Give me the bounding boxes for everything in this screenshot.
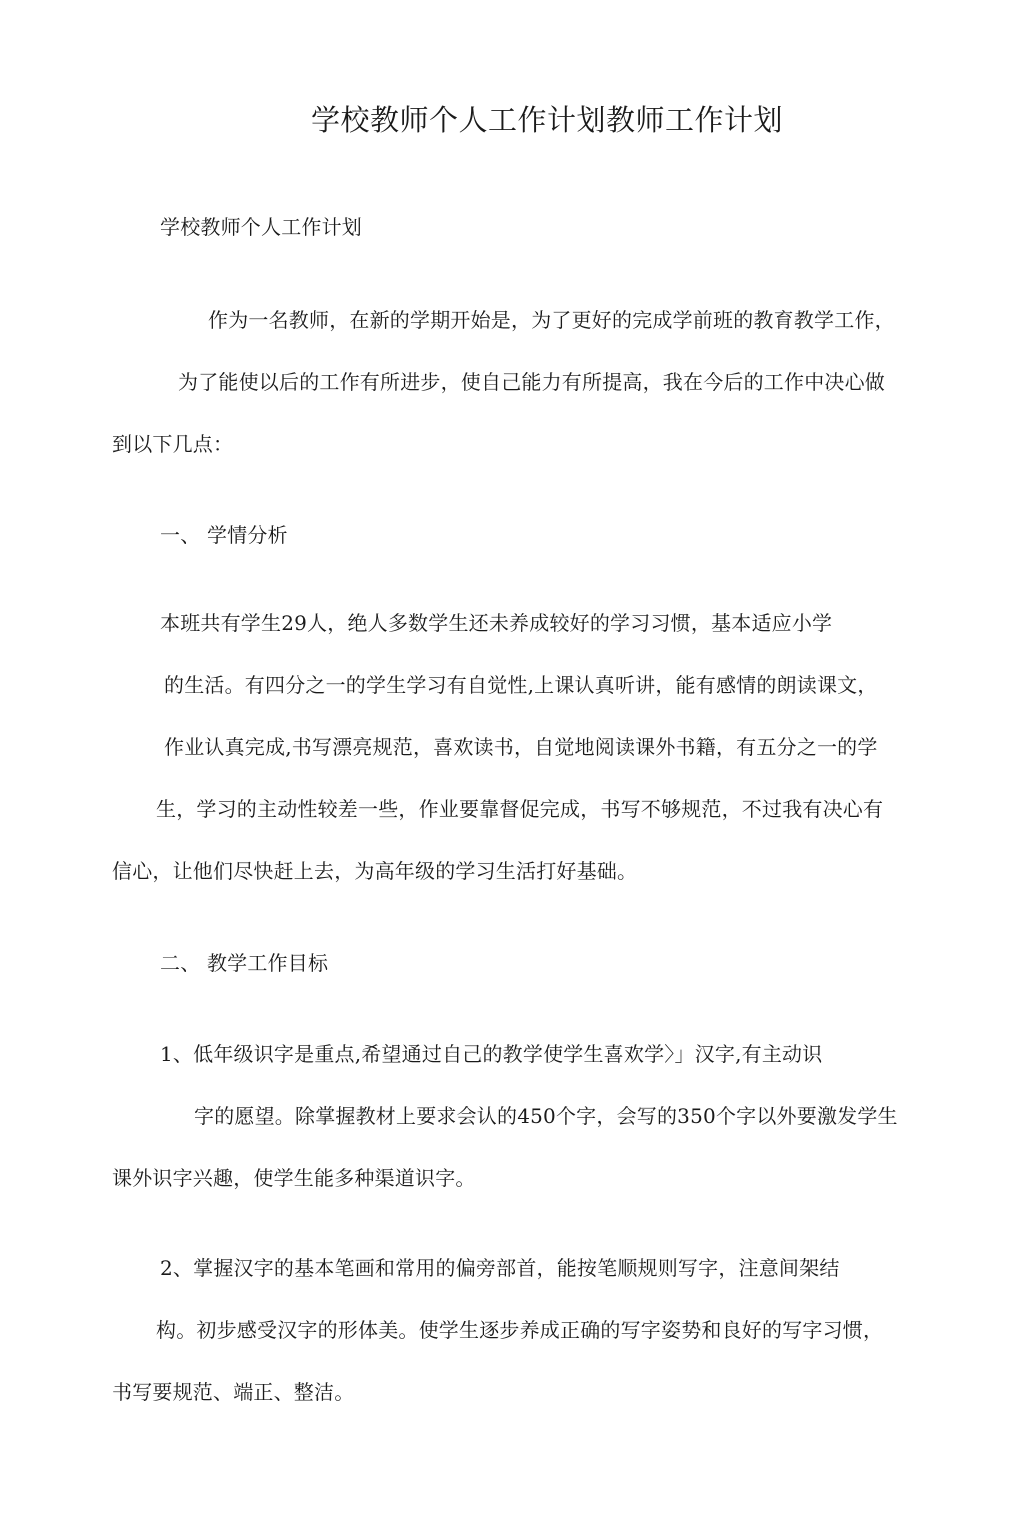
section1-line-5: 信心，让他们尽快赶上去，为高年级的学习生活打好基础。 — [112, 859, 638, 883]
section2-item2-line-1: 2、掌握汉字的基本笔画和常用的偏旁部首，能按笔顺规则写字，注意间架结 — [160, 1256, 840, 1280]
intro-line-2: 为了能使以后的工作有所进步，使自己能力有所提高，我在今后的工作中决心做 — [178, 370, 885, 394]
document-subtitle: 学校教师个人工作计划 — [160, 215, 362, 239]
intro-line-1: 作为一名教师，在新的学期开始是，为了更好的完成学前班的教育教学工作， — [208, 308, 895, 332]
section1-heading: 一、 学情分析 — [160, 523, 288, 547]
section2-heading: 二、 教学工作目标 — [160, 951, 329, 975]
section2-item1-line-2: 字的愿望。除掌握教材上要求会认的450个字，会写的350个字以外要激发学生 — [194, 1104, 898, 1128]
document-title: 学校教师个人工作计划教师工作计划 — [310, 103, 783, 137]
section1-line-3: 作业认真完成,书写漂亮规范，喜欢读书，自觉地阅读课外书籍，有五分之一的学 — [164, 735, 878, 759]
section2-item2-line-2: 构。初步感受汉字的形体美。使学生逐步养成正确的写字姿势和良好的写字习惯， — [156, 1318, 884, 1342]
section2-item1-line-1: 1、低年级识字是重点,希望通过自己的教学使学生喜欢学〉」汉字,有主动识 — [160, 1042, 823, 1066]
section2-item1-line-3: 课外识字兴趣，使学生能多种渠道识字。 — [112, 1166, 476, 1190]
section2-item2-line-3: 书写要规范、端正、整洁。 — [112, 1380, 355, 1404]
intro-line-3: 到以下几点： — [112, 432, 234, 456]
section1-line-1: 本班共有学生29人，绝人多数学生还未养成较好的学习习惯，基本适应小学 — [160, 611, 833, 635]
section1-line-2: 的生活。有四分之一的学生学习有自觉性,上课认真听讲，能有感情的朗读课文， — [164, 673, 878, 697]
section1-line-4: 生，学习的主动性较差一些，作业要靠督促完成，书写不够规范，不过我有决心有 — [156, 797, 884, 821]
